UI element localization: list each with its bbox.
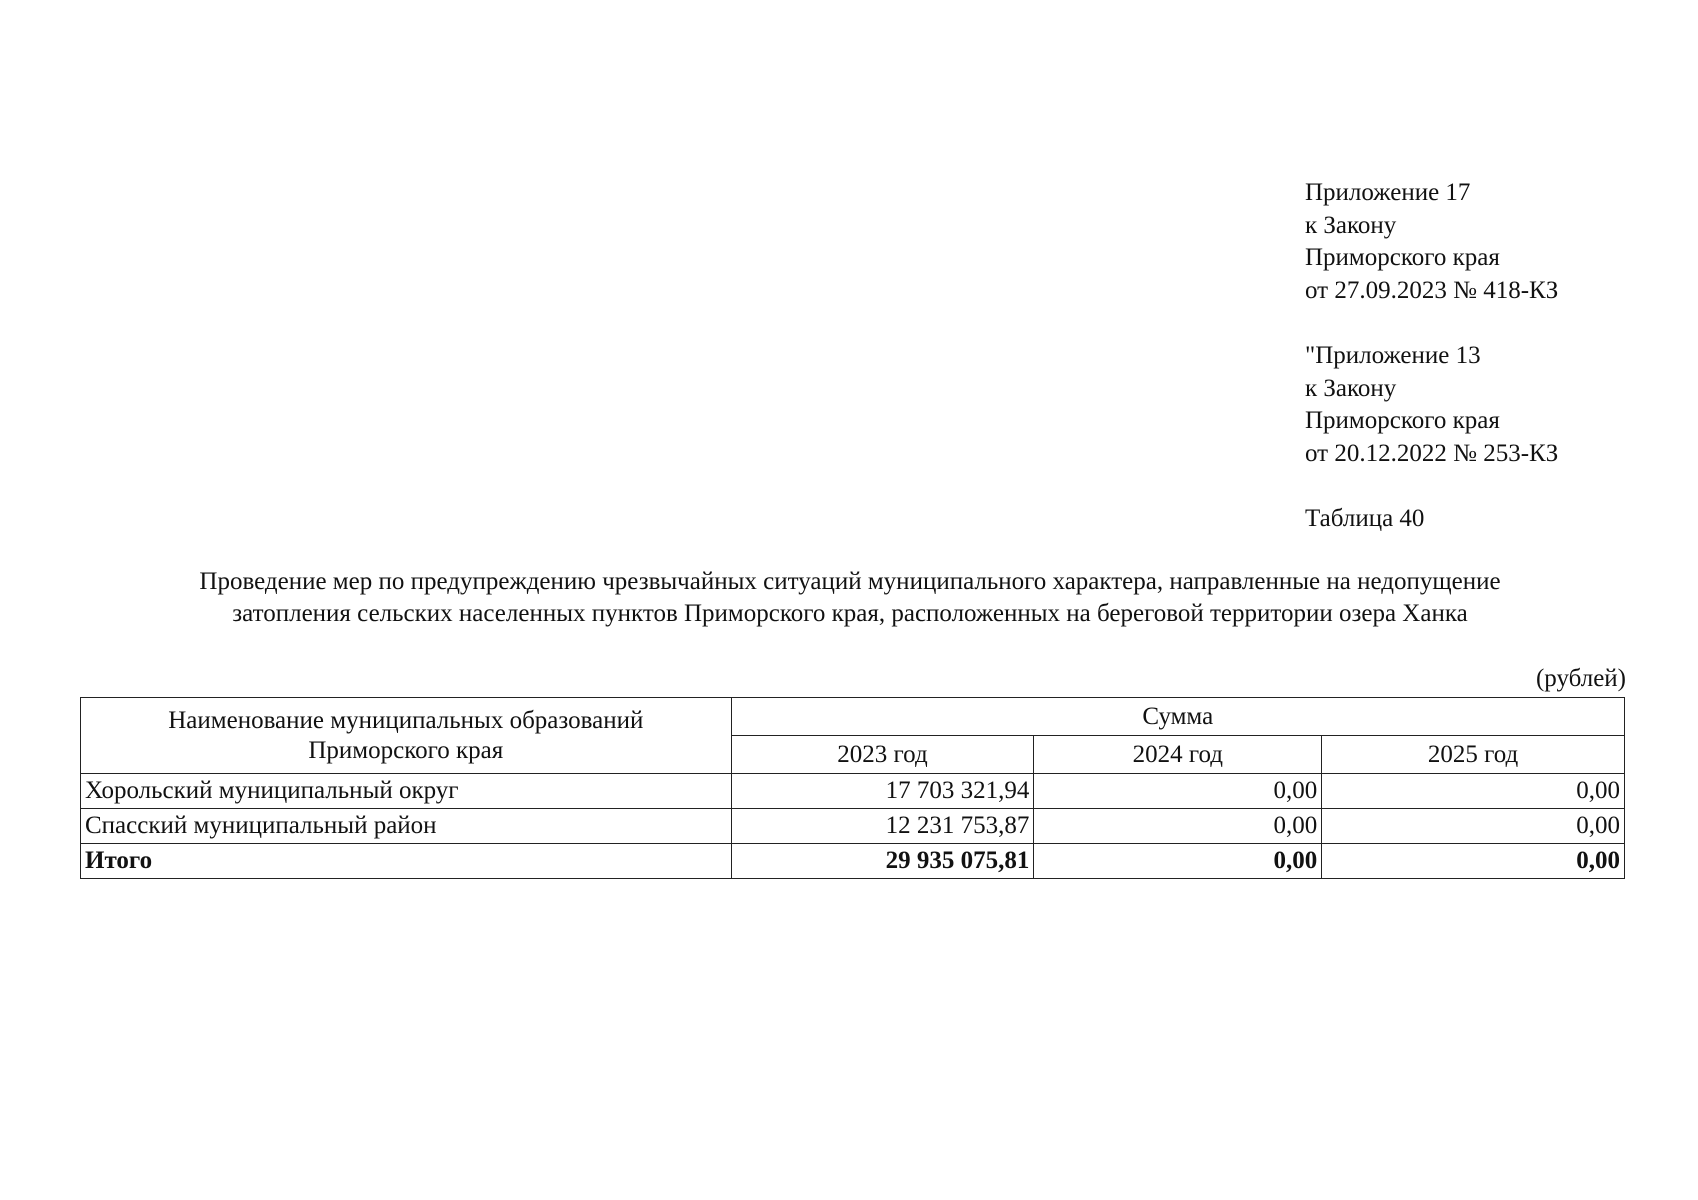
- attachment-line: Приморского края: [1305, 244, 1500, 271]
- attachment-line: "Приложение 13: [1305, 342, 1481, 369]
- amount-cell: 0,00: [1034, 809, 1322, 844]
- sum-header: Сумма: [731, 698, 1624, 736]
- amount-cell: 0,00: [1034, 774, 1322, 809]
- amount-cell: 0,00: [1322, 809, 1625, 844]
- total-label: Итого: [81, 844, 732, 879]
- title-line: Проведение мер по предупреждению чрезвычайных ситуаций муниципального характера, направленные на недопущение: [199, 568, 1501, 595]
- document-title: [80, 566, 1620, 630]
- year-header-2024: 2024 год: [1034, 736, 1322, 774]
- attachment-block-17: [1305, 177, 1685, 307]
- header-line: Приморского края: [308, 736, 504, 764]
- year-header-2023: 2023 год: [731, 736, 1034, 774]
- total-amount-cell: 29 935 075,81: [731, 844, 1034, 879]
- attachment-line: к Закону: [1305, 211, 1397, 239]
- total-row: [81, 844, 1625, 879]
- amount-cell: 17 703 321,94: [731, 774, 1034, 809]
- municipality-name: Спасский муниципальный район: [81, 809, 732, 844]
- budget-table: [80, 697, 1625, 879]
- attachment-line: Приморского края: [1305, 407, 1500, 434]
- attachment-line: Приложение 17: [1305, 179, 1471, 206]
- municipality-column-header: [81, 698, 732, 774]
- amount-cell: 12 231 753,87: [731, 809, 1034, 844]
- total-amount-cell: 0,00: [1034, 844, 1322, 879]
- year-header-2025: 2025 год: [1322, 736, 1625, 774]
- header-line: Наименование муниципальных образований: [168, 706, 644, 734]
- attachment-block-13: [1305, 340, 1685, 470]
- title-line: затопления сельских населенных пунктов Приморского края, расположенных на береговой территории озера Ханка: [232, 600, 1468, 627]
- table-row: [81, 809, 1625, 844]
- table-row: [81, 774, 1625, 809]
- total-amount-cell: 0,00: [1322, 844, 1625, 879]
- attachment-line: от 20.12.2022 № 253-КЗ: [1305, 439, 1559, 467]
- amount-cell: 0,00: [1322, 774, 1625, 809]
- attachment-line: к Закону: [1305, 374, 1397, 402]
- unit-label: (рублей): [1535, 665, 1626, 692]
- attachment-line: от 27.09.2023 № 418-КЗ: [1305, 276, 1559, 304]
- municipality-name: Хорольский муниципальный округ: [81, 774, 732, 809]
- table-header-row: [81, 698, 1625, 736]
- table-label: Таблица 40: [1305, 505, 1425, 532]
